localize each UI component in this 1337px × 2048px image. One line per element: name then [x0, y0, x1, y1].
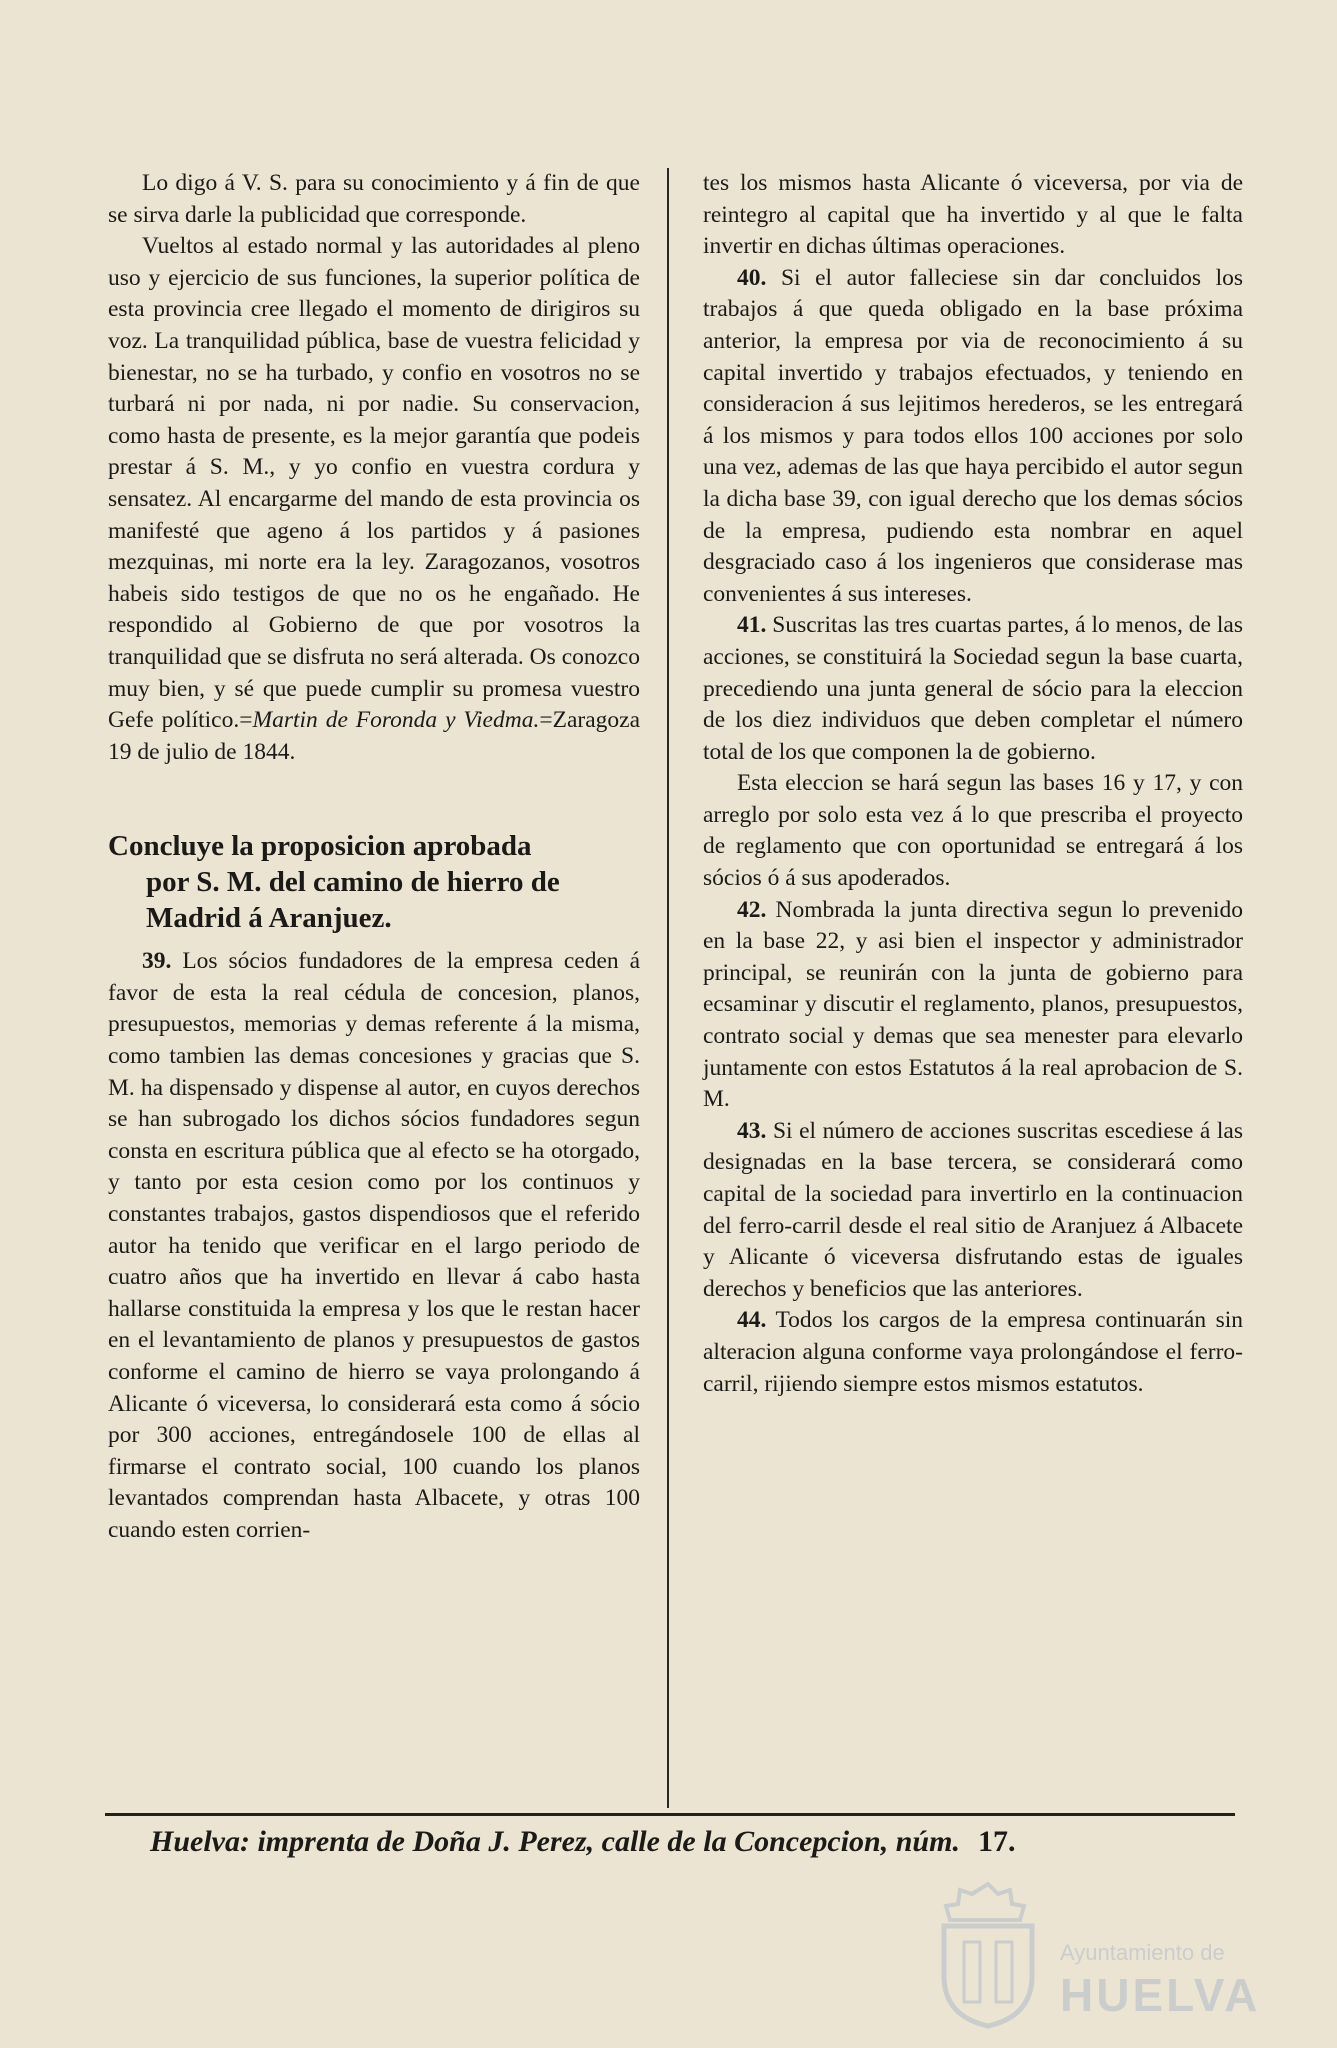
article-text: Nombrada la junta directiva segun lo prevenido en la base 22, y asi bien el inspector y administrador principal, se reunirán con la junta de gobierno para ecsaminar y discutir el reglamento, planos, presupuestos, contrato social y demas que sea menester para elevarlo juntamente con estos Estatutos á la real aprobacion de S. M. — [703, 896, 1243, 1113]
watermark — [920, 1880, 1260, 2040]
date-line: =Zaragoza 19 de julio de 1844. — [108, 707, 640, 765]
article-number: 39. — [142, 948, 172, 975]
article-number: 41. — [737, 612, 767, 639]
left-column — [108, 168, 640, 1547]
section-title-line: por S. M. del camino de hierro de — [146, 866, 560, 899]
article-40 — [703, 263, 1243, 611]
article-number: 44. — [737, 1307, 767, 1334]
section-title — [108, 828, 640, 936]
article-44 — [703, 1305, 1243, 1400]
right-column — [703, 168, 1243, 1400]
column-divider — [667, 168, 669, 1808]
article-41 — [703, 610, 1243, 768]
paragraph: Esta eleccion se hará segun las bases 16 y 17, y con arreglo por solo esta vez á lo que prescriba el proyecto de reglamento que con oportunidad se entregará á los sócios ó á sus apoderados. — [703, 770, 1243, 892]
article-39 — [108, 946, 640, 1546]
article-42 — [703, 895, 1243, 1116]
article-text: Si el autor falleciese sin dar concluidos los trabajos á que queda obligado en la base próxima anterior, la empresa por via de reconocimiento á su capital invertido y trabajos efectuados, y teniendo en consideracion á sus lejitimos herederos, se les entregará á los mismos y para todos ellos 100 acciones por solo una vez, ademas de las que haya percibido el autor segun la dicha base 39, con igual derecho que los demas sócios de la empresa, pudiendo esta nombrar en aquel desgraciado caso á los ingenieros que considerase mas convenientes á sus intereses. — [703, 264, 1244, 607]
paragraph-continuation: tes los mismos hasta Alicante ó viceversa, por via de reintegro al capital que ha invertido y al que le falta invertir en dichas últimas operaciones. — [703, 170, 1243, 260]
article-text: Los sócios fundadores de la empresa ceden á favor de esta la real cédula de concesion, planos, presupuestos, memorias y demas referente á la misma, como tambien las demas concesiones y gracias que S. M. ha dispensado y dispense al autor, en cuyos derechos se han subrogado los dichos sócios fundadores segun consta en escritura pública que al efecto se ha otorgado, y tanto por esta cesion como por los continuos y constantes trabajos, gastos dispendiosos que el referido autor ha tenido que verificar en el largo periodo de cuatro años que ha invertido en llevar á cabo hasta hallarse constituida la empresa y los que le restan hacer en el levantamiento de planos y presupuestos de gastos conforme el camino de hierro se vaya prolongando á Alicante ó viceversa, lo considerará esta como á sócio por 300 acciones, entregándosele 100 de ellas al firmarse el contrato social, 100 cuando los planos levantados comprendan hasta Albacete, y otras 100 cuando esten corrien- — [108, 948, 641, 1543]
imprint-line — [150, 1822, 1200, 1862]
imprint-text: Huelva: imprenta de Doña J. Perez, calle de la Concepcion, núm. — [150, 1825, 960, 1858]
paragraph: Lo digo á V. S. para su conocimiento y á fin de que se sirva darle la publicidad que corresponde. — [108, 170, 640, 228]
signature: Martin de Foronda y Viedma. — [252, 707, 540, 734]
watermark-line: HUELVA — [1060, 1969, 1261, 2021]
article-43 — [703, 1116, 1243, 1306]
paragraph — [108, 231, 640, 768]
page-number: 17. — [977, 1825, 1016, 1858]
paragraph-text: Vueltos al estado normal y las autoridades al pleno uso y ejercicio de sus funciones, la superior política de esta provincia cree llegado el momento de dirigiros su voz. La tranquilidad pública, base de vuestra felicidad y bienestar, no se ha turbado, y confio en vosotros no se turbará ni por nada, ni por nadie. Su conservacion, como hasta de presente, es la mejor garantía que podeis prestar á S. M., y yo confio en vuestra cordura y sensatez. Al encargarme del mando de esta provincia os manifesté que ageno á los partidos y á pasiones mezquinas, mi norte era la ley. Zaragozanos, vosotros habeis sido testigos de que no os he engañado. He respondido al Gobierno de que por vosotros la tranquilidad que se disfruta no será alterada. Os conozco muy bien, y sé que puede cumplir su promesa vuestro Gefe político.= — [108, 233, 640, 734]
article-text: Suscritas las tres cuartas partes, á lo menos, de las acciones, se constituirá la Sociedad segun la base cuarta, precediendo una junta general de sócio para la eleccion de los diez individuos que deben completar el número total de los que componen la de gobierno. — [703, 612, 1243, 765]
coat-of-arms-icon — [928, 1880, 1048, 2030]
section-title-line: Concluye la proposicion aprobada — [108, 830, 532, 863]
article-text: Si el número de acciones suscritas escediese á las designadas en la base tercera, se considerará como capital de la sociedad para invertirlo en la continuacion del ferro-carril desde el real sitio de Aranjuez á Albacete y Alicante ó viceversa disfrutando estas de iguales derechos y beneficios que las anteriores. — [703, 1117, 1244, 1302]
article-number: 42. — [737, 896, 767, 923]
section-title-line: Madrid á Aranjuez. — [146, 902, 392, 935]
article-number: 43. — [737, 1117, 767, 1144]
footer-rule — [105, 1813, 1235, 1816]
article-text: Todos los cargos de la empresa continuarán sin alteracion alguna conforme vaya prolongándose el ferro-carril, rijiendo siempre estos mismos estatutos. — [703, 1307, 1243, 1397]
article-number: 40. — [737, 264, 767, 291]
watermark-line: Ayuntamiento de — [1060, 1940, 1225, 1965]
